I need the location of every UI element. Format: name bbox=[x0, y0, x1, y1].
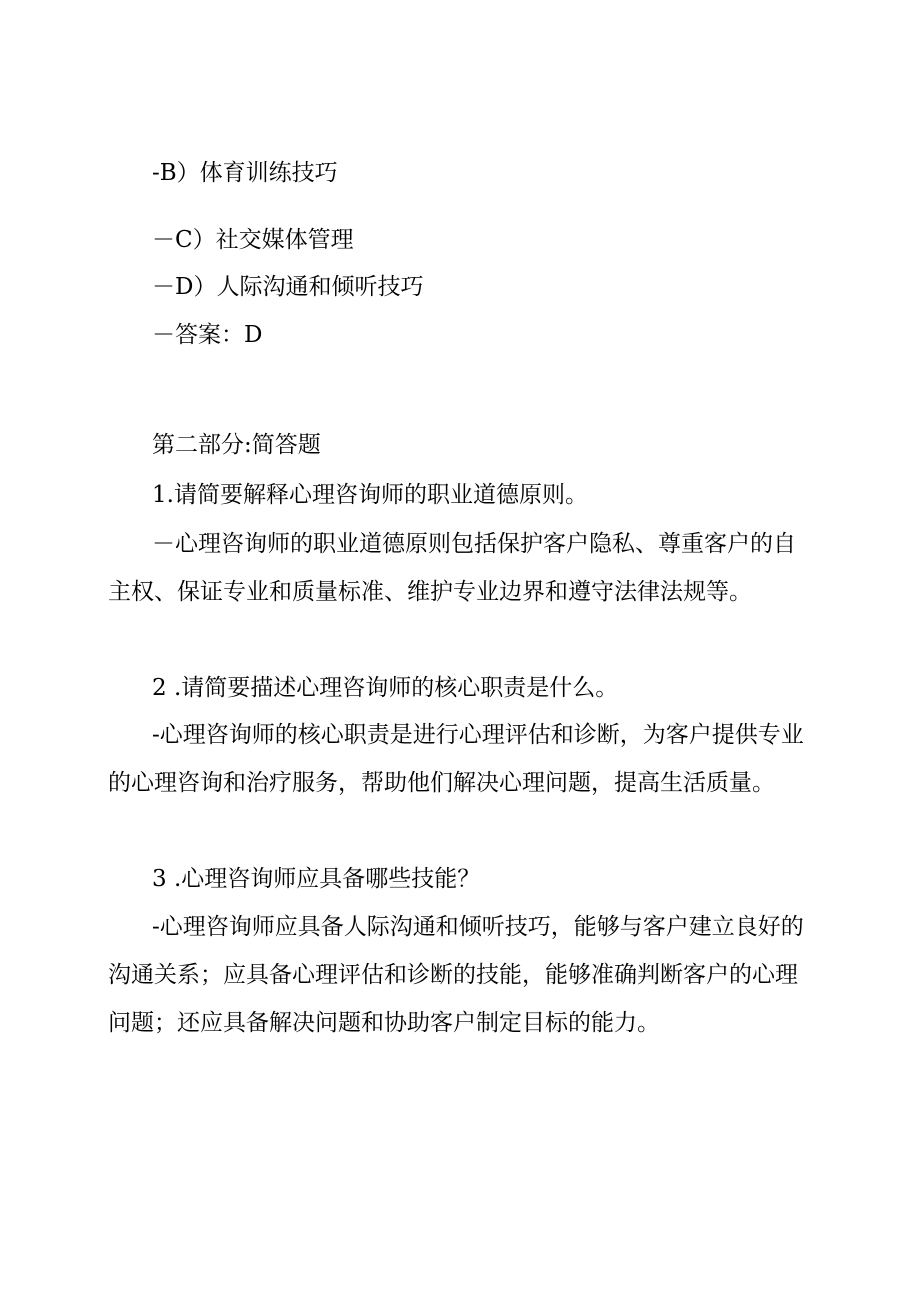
section-title: 第二部分:简答题 bbox=[152, 432, 321, 458]
answer-3-line-2: 沟通关系；应具备心理评估和诊断的技能，能够准确判断客户的心理 bbox=[108, 962, 798, 988]
answer-1-line-1: －心理咨询师的职业道德原则包括保护客户隐私、尊重客户的自 bbox=[152, 531, 796, 557]
answer-2-line-1: -心理咨询师的核心职责是进行心理评估和诊断，为客户提供专业 bbox=[152, 722, 804, 748]
answer-1-line-2: 主权、保证专业和质量标准、维护专业边界和遵守法律法规等。 bbox=[108, 579, 752, 605]
answer-2-line-2: 的心理咨询和治疗服务，帮助他们解决心理问题，提高生活质量。 bbox=[108, 770, 775, 796]
answer-3-line-3: 问题；还应具备解决问题和协助客户制定目标的能力。 bbox=[108, 1010, 660, 1036]
question-2: 2 .请简要描述心理咨询师的核心职责是什么。 bbox=[152, 675, 619, 701]
option-b: -B）体育训练技巧 bbox=[152, 160, 338, 186]
option-d: －D）人际沟通和倾听技巧 bbox=[152, 274, 424, 300]
question-3: 3 .心理咨询师应具备哪些技能？ bbox=[152, 866, 481, 892]
option-c: －C）社交媒体管理 bbox=[152, 227, 354, 253]
answer-line: －答案：D bbox=[152, 322, 263, 348]
answer-3-line-1: -心理咨询师应具备人际沟通和倾听技巧，能够与客户建立良好的 bbox=[152, 914, 804, 940]
question-1: 1.请简要解释心理咨询师的职业道德原则。 bbox=[152, 482, 588, 508]
